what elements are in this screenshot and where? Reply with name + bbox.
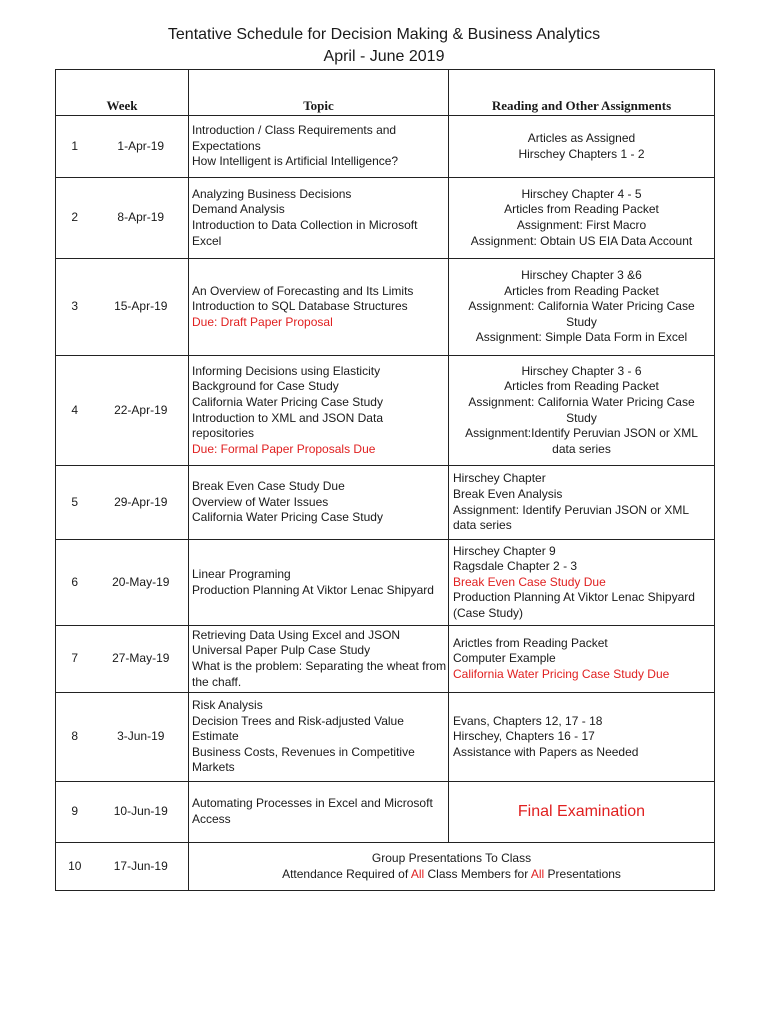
topic-line: Introduction to SQL Database Structures [192,299,408,314]
reading-line: Final Examination [517,803,646,821]
topic-cell [189,116,449,178]
reading-line: Hirschey, Chapters 16 - 17 [453,729,595,744]
week-number: 5 [56,466,94,540]
topic-cell [189,540,449,626]
week-date: 10-Jun-19 [94,782,189,843]
topic-line: California Water Pricing Case Study [192,510,383,525]
table-row [56,693,715,782]
topic-cell [189,356,449,466]
reading-cell [449,626,715,693]
table-row [56,626,715,693]
reading-line: Production Planning At Viktor Lenac Shipyard (Case Study) [453,590,695,620]
reading-line: Evans, Chapters 12, 17 - 18 [453,713,603,728]
table-row [56,466,715,540]
reading-cell [449,466,715,540]
reading-line: Assistance with Papers as Needed [453,744,639,759]
topic-line: Introduction to XML and JSON Data repositories [192,410,383,441]
week-number: 4 [56,356,94,466]
week-number: 7 [56,626,94,693]
reading-line: Hirschey Chapter [453,471,546,486]
topic-cell [189,178,449,259]
reading-line: Articles from Reading Packet [504,283,659,298]
topic-line: Overview of Water Issues [192,494,329,509]
week-date: 8-Apr-19 [94,178,189,259]
topic-line: What is the problem: Separating the wheat from the chaff. [192,659,447,689]
topic-line: An Overview of Forecasting and Its Limits [192,283,414,298]
document-title: Tentative Schedule for Decision Making & Business Analytics [167,26,601,43]
topic-line: Business Costs, Revenues in Competitive Markets [192,744,415,775]
week-number: 8 [56,693,94,782]
reading-line: Break Even Case Study Due [453,574,606,589]
reading-line: Computer Example [453,651,556,666]
topic-line: Linear Programing [192,566,291,581]
week-number: 2 [56,178,94,259]
reading-line: Hirschey Chapter 4 - 5 [521,186,642,201]
schedule-body [56,116,715,891]
reading-line: Assignment: Identify Peruvian JSON or XML data series [453,502,689,533]
topic-line: Break Even Case Study Due [192,479,345,494]
reading-cell [449,540,715,626]
attendance-text: Attendance Required of [282,866,411,881]
presentation-cell [189,843,715,891]
topic-line: Risk Analysis [192,698,263,713]
reading-line: Articles from Reading Packet [504,202,659,217]
week-number: 3 [56,259,94,356]
topic-line: Universal Paper Pulp Case Study [192,643,371,658]
reading-cell [449,116,715,178]
attendance-line [189,867,714,883]
topic-line: Introduction / Class Requirements and Expectations [192,123,397,153]
reading-line: Ragsdale Chapter 2 - 3 [453,559,578,574]
week-date: 3-Jun-19 [94,693,189,782]
topic-line: Analyzing Business Decisions [192,186,352,201]
emphasis-text: All [530,866,545,881]
table-row [56,540,715,626]
reading-line: Assignment:Identify Peruvian JSON or XML data series [465,426,698,456]
table-row [56,178,715,259]
week-date: 22-Apr-19 [94,356,189,466]
topic-line: Due: Draft Paper Proposal [192,314,333,329]
reading-line: Assignment: California Water Pricing Case Study [468,394,695,425]
topic-line: California Water Pricing Case Study [192,394,383,409]
reading-line: Assignment: Simple Data Form in Excel [475,330,688,345]
table-row [56,356,715,466]
reading-line: Arictles from Reading Packet [453,635,608,650]
topic-line: Production Planning At Viktor Lenac Shipyard [192,582,434,597]
reading-line: Articles from Reading Packet [504,379,659,394]
topic-line: Automating Processes in Excel and Microsoft Access [192,796,433,826]
topic-cell [189,626,449,693]
reading-cell [449,693,715,782]
emphasis-text: All [410,866,425,881]
reading-line: Hirschey Chapter 9 [453,543,556,558]
attendance-text: Class Members for [424,866,531,881]
document-subtitle: April - June 2019 [323,48,445,65]
reading-line: Hirschey Chapters 1 - 2 [518,146,645,161]
attendance-text: Presentations [544,866,621,881]
reading-line: Assignment: California Water Pricing Case Study [468,299,695,329]
topic-line: Retrieving Data Using Excel and JSON [192,627,401,642]
week-date: 15-Apr-19 [94,259,189,356]
week-number: 9 [56,782,94,843]
reading-cell [449,356,715,466]
topic-line: Demand Analysis [192,202,285,217]
week-date: 27-May-19 [94,626,189,693]
reading-line: Hirschey Chapter 3 - 6 [521,363,642,378]
presentation-line: Group Presentations To Class [371,850,532,865]
reading-line: California Water Pricing Case Study Due [453,666,670,681]
topic-line: Informing Decisions using Elasticity [192,363,381,378]
header-week: Week [56,70,189,116]
topic-line: How Intelligent is Artificial Intelligence? [192,154,399,169]
week-number: 10 [56,843,94,891]
topic-line: Due: Formal Paper Proposals Due [192,441,376,456]
week-date: 20-May-19 [94,540,189,626]
table-row [56,782,715,843]
reading-cell [449,178,715,259]
week-date: 1-Apr-19 [94,116,189,178]
reading-cell [449,259,715,356]
topic-line: Introduction to Data Collection in Microsoft Excel [192,218,418,248]
reading-line: Articles as Assigned [527,130,636,145]
table-row [56,259,715,356]
week-number: 6 [56,540,94,626]
reading-line: Assignment: Obtain US EIA Data Account [470,233,693,248]
week-number: 1 [56,116,94,178]
topic-line: Decision Trees and Risk-adjusted Value Estimate [192,713,404,744]
reading-line: Assignment: First Macro [516,218,647,232]
topic-cell [189,259,449,356]
reading-line: Hirschey Chapter 3 &6 [521,268,642,283]
topic-cell [189,466,449,540]
header-topic: Topic [189,70,449,116]
topic-cell [189,693,449,782]
topic-line: Background for Case Study [192,379,339,394]
header-row [56,70,715,116]
schedule-table [55,69,715,891]
header-reading: Reading and Other Assignments [449,70,715,116]
table-row [56,116,715,178]
week-date: 17-Jun-19 [94,843,189,891]
topic-cell [189,782,449,843]
table-row [56,843,715,891]
week-date: 29-Apr-19 [94,466,189,540]
reading-cell [449,782,715,843]
reading-line: Break Even Analysis [453,486,563,501]
